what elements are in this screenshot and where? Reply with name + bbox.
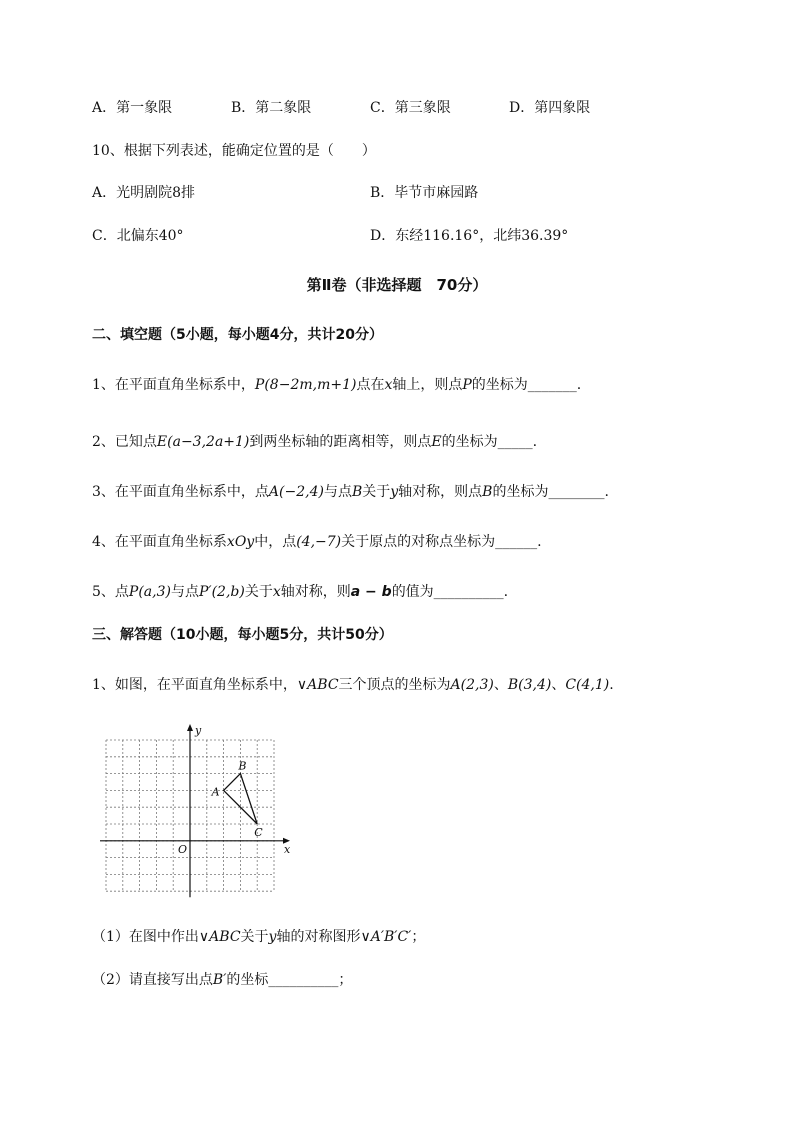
section2-heading: 二、填空题（5小题，每小题4分，共计20分） xyxy=(92,327,383,343)
fill-question-2: 2、已知点E(a−3,2a+1)到两坐标轴的距离相等，则点E的坐标为_____. xyxy=(92,434,538,450)
fill-question-3: 3、在平面直角坐标系中，点A(−2,4)与点B关于y轴对称，则点B的坐标为________. xyxy=(92,484,609,500)
q9-option-d: D．第四象限 xyxy=(509,100,591,116)
q10-stem: 10、根据下列表述，能确定位置的是（ ） xyxy=(92,143,376,159)
solve-question-1-stem: 1、如图，在平面直角坐标系中，∨ABC三个顶点的坐标为A(2,3)、B(3,4)、C(4,1). xyxy=(92,677,614,693)
section3-heading: 三、解答题（10小题，每小题5分，共计50分） xyxy=(92,627,393,643)
solve-question-1-part-2: （2）请直接写出点B′的坐标__________； xyxy=(92,972,353,988)
point-label-a: A xyxy=(211,785,220,799)
point-label-b: B xyxy=(238,759,247,773)
q9-option-a: A．第一象限 xyxy=(92,100,173,116)
fill-question-1: 1、在平面直角坐标系中，P(8−2m,m+1)点在x轴上，则点P的坐标为_______. xyxy=(92,377,582,393)
coordinate-grid-figure xyxy=(96,722,296,902)
q10-option-a: A．光明剧院8排 xyxy=(92,185,196,201)
y-axis-arrow xyxy=(187,724,193,731)
axes xyxy=(100,724,290,897)
origin-label: O xyxy=(178,842,188,856)
solve-question-1-part-1: （1）在图中作出∨ABC关于y轴的对称图形∨A′B′C′； xyxy=(92,929,426,945)
point-label-c: C xyxy=(254,826,263,839)
q9-option-b: B．第二象限 xyxy=(231,100,312,116)
fill-question-5: 5、点P(a,3)与点P′(2,b)关于x轴对称，则a − b的值为__________. xyxy=(92,584,509,600)
fill-question-4: 4、在平面直角坐标系xOy中，点(4,−7)关于原点的对称点坐标为______. xyxy=(92,534,542,550)
q10-option-c: C．北偏东40° xyxy=(92,228,184,244)
q10-option-d: D．东经116.16°，北纬36.39° xyxy=(370,228,569,244)
x-axis-label: x xyxy=(284,842,291,856)
q9-option-c: C．第三象限 xyxy=(370,100,451,116)
q10-option-b: B．毕节市麻园路 xyxy=(370,185,479,201)
y-axis-label: y xyxy=(195,724,202,737)
part2-title: 第Ⅱ卷（非选择题 70分） xyxy=(306,276,488,294)
